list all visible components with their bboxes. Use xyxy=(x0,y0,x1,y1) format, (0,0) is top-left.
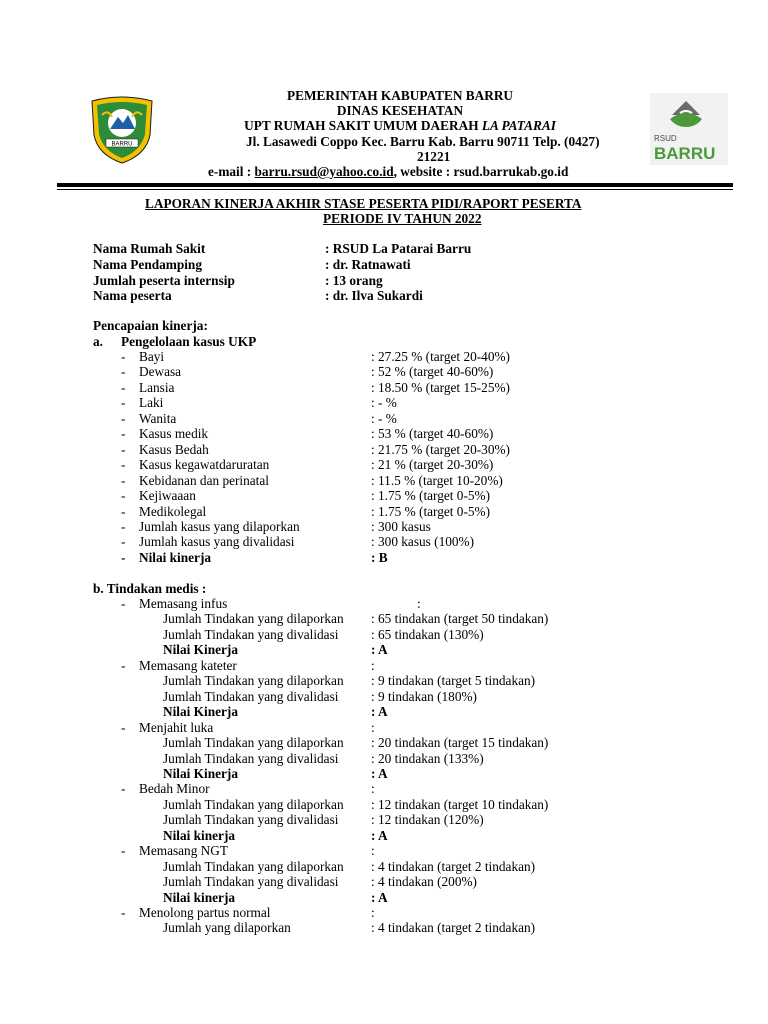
grade-value: : A xyxy=(371,827,388,843)
section-a-title: Pengelolaan kasus UKP xyxy=(121,334,257,349)
header-line-department: DINAS KESEHATAN xyxy=(336,103,464,118)
procedure-name: Menolong partus normal xyxy=(139,905,271,920)
ukp-item-label: Dewasa xyxy=(139,364,182,380)
ukp-item-label: Wanita xyxy=(139,410,177,426)
reported-label: Jumlah Tindakan yang dilaporkan xyxy=(163,796,344,812)
ukp-item-value: : 300 kasus xyxy=(371,518,431,534)
ukp-item-value: : B xyxy=(371,549,388,565)
rsud-label: RSUD xyxy=(654,134,677,143)
grade-label: Nilai Kinerja xyxy=(163,765,238,781)
procedure-name: Bedah Minor xyxy=(139,781,210,797)
reported-label: Jumlah Tindakan yang dilaporkan xyxy=(163,611,344,627)
validated-value: : 9 tindakan (180%) xyxy=(371,688,477,704)
list-dash: - xyxy=(121,549,126,565)
validated-value: : 4 tindakan (200%) xyxy=(371,874,477,890)
procedure-colon: : xyxy=(371,905,375,920)
reported-label: Jumlah Tindakan yang dilaporkan xyxy=(163,735,344,751)
grade-value: : A xyxy=(371,889,388,905)
reported-value: : 4 tindakan (target 2 tindakan) xyxy=(371,920,536,936)
hospital-name: UPT RUMAH SAKIT UMUM DAERAH xyxy=(244,118,482,133)
reported-label: Jumlah Tindakan yang dilaporkan xyxy=(163,858,344,874)
info-label: Jumlah peserta internsip xyxy=(93,273,235,288)
info-label: Nama Pendamping xyxy=(93,257,202,272)
header-line-hospital xyxy=(205,118,595,134)
section-a-marker: a. xyxy=(93,334,103,349)
ukp-item-value: : 21.75 % (target 20-30%) xyxy=(371,441,510,457)
info-value: : 13 orang xyxy=(325,273,383,288)
list-dash: - xyxy=(121,441,126,457)
validated-label: Jumlah Tindakan yang divalidasi xyxy=(163,626,339,642)
list-dash: - xyxy=(121,364,126,380)
grade-label: Nilai Kinerja xyxy=(163,642,238,658)
list-dash: - xyxy=(121,395,126,411)
procedure-colon: : xyxy=(371,781,375,797)
list-dash: - xyxy=(121,596,126,611)
header-rule-thin xyxy=(57,189,733,190)
rsud-barru-logo xyxy=(650,93,728,165)
ukp-item-label: Kebidanan dan perinatal xyxy=(139,472,269,488)
list-dash: - xyxy=(121,534,126,550)
validated-label: Jumlah Tindakan yang divalidasi xyxy=(163,874,339,890)
list-dash: - xyxy=(121,488,126,504)
barru-label: BARRU xyxy=(654,144,716,163)
list-dash: - xyxy=(121,905,126,920)
validated-value: : 65 tindakan (130%) xyxy=(371,626,484,642)
header-rule-thick xyxy=(57,183,733,187)
list-dash: - xyxy=(121,719,126,735)
list-dash: - xyxy=(121,843,126,859)
website-text: , website : rsud.barrukab.go.id xyxy=(393,164,569,179)
reported-value: : 4 tindakan (target 2 tindakan) xyxy=(371,858,536,874)
ukp-item-label: Bayi xyxy=(139,349,165,364)
reported-value: : 12 tindakan (target 10 tindakan) xyxy=(371,796,549,812)
ukp-item-label: Jumlah kasus yang divalidasi xyxy=(139,534,295,550)
left-logo-text: BARRU xyxy=(111,141,133,148)
grade-label: Nilai kinerja xyxy=(163,827,236,843)
header-address: Jl. Lasawedi Coppo Kec. Barru Kab. Barru 90711 Telp. (0427) xyxy=(246,134,600,149)
reported-value: : 65 tindakan (target 50 tindakan) xyxy=(371,611,549,627)
info-value: : dr. Ilva Sukardi xyxy=(325,288,423,303)
ukp-item-value: : - % xyxy=(371,410,397,426)
info-value: : dr. Ratnawati xyxy=(325,257,411,272)
list-dash: - xyxy=(121,781,126,797)
ukp-item-label: Kejiwaaan xyxy=(139,488,196,504)
email-prefix: e-mail : xyxy=(208,164,255,179)
email-link[interactable]: barru.rsud@yahoo.co.id xyxy=(254,164,394,179)
report-title: LAPORAN KINERJA AKHIR STASE PESERTA PIDI/RAPORT PESERTA xyxy=(145,196,582,211)
info-label: Nama peserta xyxy=(93,288,172,303)
grade-value: : A xyxy=(371,704,388,720)
procedure-colon: : xyxy=(417,596,421,611)
ukp-item-value: : 53 % (target 40-60%) xyxy=(371,426,494,442)
reported-label: Jumlah yang dilaporkan xyxy=(163,920,291,936)
ukp-item-value: : 300 kasus (100%) xyxy=(371,534,475,550)
list-dash: - xyxy=(121,410,126,426)
reported-value: : 20 tindakan (target 15 tindakan) xyxy=(371,735,549,751)
validated-label: Jumlah Tindakan yang divalidasi xyxy=(163,688,339,704)
procedure-colon: : xyxy=(371,843,375,859)
reported-value: : 9 tindakan (target 5 tindakan) xyxy=(371,673,536,689)
validated-value: : 12 tindakan (120%) xyxy=(371,812,484,828)
ukp-item-value: : 21 % (target 20-30%) xyxy=(371,457,494,473)
ukp-item-label: Jumlah kasus yang dilaporkan xyxy=(139,518,300,534)
list-dash: - xyxy=(121,518,126,534)
procedure-name: Memasang infus xyxy=(139,596,228,611)
validated-label: Jumlah Tindakan yang divalidasi xyxy=(163,750,339,766)
ukp-item-label: Nilai kinerja xyxy=(139,549,212,565)
list-dash: - xyxy=(121,657,126,673)
list-dash: - xyxy=(121,379,126,395)
ukp-item-value: : 52 % (target 40-60%) xyxy=(371,364,494,380)
grade-label: Nilai kinerja xyxy=(163,889,236,905)
list-dash: - xyxy=(121,349,126,364)
header-line-government: PEMERINTAH KABUPATEN BARRU xyxy=(286,88,514,103)
grade-value: : A xyxy=(371,642,388,658)
ukp-item-label: Laki xyxy=(139,395,164,411)
ukp-item-value: : 27.25 % (target 20-40%) xyxy=(371,349,510,364)
hospital-name-italic: LA PATARAI xyxy=(481,118,556,133)
ukp-item-label: Medikolegal xyxy=(139,503,207,519)
list-dash: - xyxy=(121,503,126,519)
ukp-item-value: : 1.75 % (target 0-5%) xyxy=(371,503,491,519)
header-postcode: 21221 xyxy=(417,149,451,164)
info-value: : RSUD La Patarai Barru xyxy=(325,241,472,256)
list-dash: - xyxy=(121,457,126,473)
grade-label: Nilai Kinerja xyxy=(163,704,238,720)
header-contact xyxy=(208,164,568,179)
validated-value: : 20 tindakan (133%) xyxy=(371,750,484,766)
ukp-item-label: Kasus Bedah xyxy=(139,441,209,457)
procedure-name: Menjahit luka xyxy=(139,719,214,735)
grade-value: : A xyxy=(371,765,388,781)
ukp-item-label: Lansia xyxy=(139,379,175,395)
list-dash: - xyxy=(121,472,126,488)
section-b-title: b. Tindakan medis : xyxy=(93,581,207,596)
validated-label: Jumlah Tindakan yang divalidasi xyxy=(163,812,339,828)
achievement-heading: Pencapaian kinerja: xyxy=(93,318,208,333)
procedure-colon: : xyxy=(371,719,375,735)
procedure-name: Memasang kateter xyxy=(139,657,237,673)
procedure-colon: : xyxy=(371,657,375,673)
ukp-item-value: : 11.5 % (target 10-20%) xyxy=(371,472,503,488)
ukp-item-label: Kasus kegawatdaruratan xyxy=(139,457,270,473)
reported-label: Jumlah Tindakan yang dilaporkan xyxy=(163,673,344,689)
list-dash: - xyxy=(121,426,126,442)
ukp-item-value: : 18.50 % (target 15-25%) xyxy=(371,379,510,395)
ukp-item-value: : - % xyxy=(371,395,397,411)
ukp-item-label: Kasus medik xyxy=(139,426,209,442)
kabupaten-barru-logo xyxy=(88,95,156,165)
info-label: Nama Rumah Sakit xyxy=(93,241,206,256)
ukp-item-value: : 1.75 % (target 0-5%) xyxy=(371,488,491,504)
report-period: PERIODE IV TAHUN 2022 xyxy=(323,211,482,226)
procedure-name: Memasang NGT xyxy=(139,843,228,859)
